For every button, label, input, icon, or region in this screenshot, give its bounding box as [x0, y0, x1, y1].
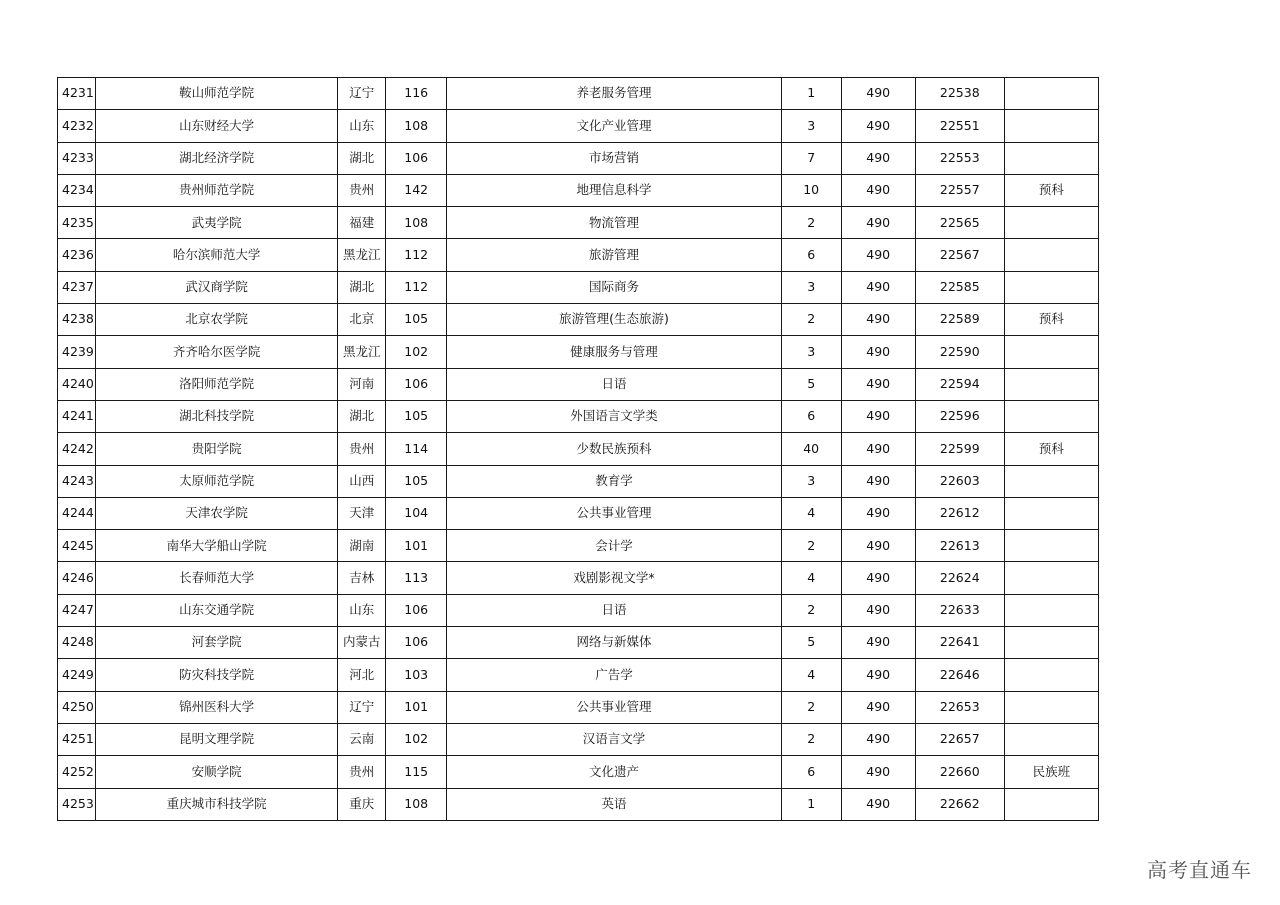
cell-province: 贵州	[338, 174, 386, 206]
cell-min-rank: 22551	[915, 110, 1004, 142]
cell-major-code: 112	[386, 271, 447, 303]
cell-province: 河南	[338, 368, 386, 400]
cell-major-name: 旅游管理(生态旅游)	[447, 304, 781, 336]
cell-plan-count: 6	[781, 239, 841, 271]
cell-major-name: 国际商务	[447, 271, 781, 303]
cell-major-code: 106	[386, 594, 447, 626]
cell-major-name: 文化遗产	[447, 756, 781, 788]
cell-province: 贵州	[338, 756, 386, 788]
cell-province: 湖南	[338, 530, 386, 562]
cell-min-rank: 22594	[915, 368, 1004, 400]
cell-plan-count: 4	[781, 497, 841, 529]
table-row	[58, 562, 1099, 594]
cell-province: 山西	[338, 465, 386, 497]
table-body	[58, 78, 1099, 821]
cell-plan-count: 40	[781, 433, 841, 465]
cell-min-rank: 22633	[915, 594, 1004, 626]
cell-note	[1004, 594, 1098, 626]
cell-province: 山东	[338, 110, 386, 142]
cell-province: 湖北	[338, 400, 386, 432]
cell-note	[1004, 497, 1098, 529]
table-row	[58, 207, 1099, 239]
cell-plan-count: 2	[781, 304, 841, 336]
cell-note	[1004, 691, 1098, 723]
cell-school-name: 武夷学院	[96, 207, 338, 239]
cell-plan-count: 3	[781, 271, 841, 303]
cell-plan-count: 2	[781, 691, 841, 723]
cell-plan-count: 1	[781, 788, 841, 820]
cell-major-code: 105	[386, 465, 447, 497]
cell-school-name: 北京农学院	[96, 304, 338, 336]
table-row	[58, 142, 1099, 174]
cell-note	[1004, 336, 1098, 368]
cell-province: 吉林	[338, 562, 386, 594]
cell-min-rank: 22565	[915, 207, 1004, 239]
cell-province: 辽宁	[338, 78, 386, 110]
cell-major-name: 戏剧影视文学*	[447, 562, 781, 594]
cell-row-number: 4235	[58, 207, 96, 239]
cell-major-code: 108	[386, 110, 447, 142]
cell-major-code: 102	[386, 336, 447, 368]
cell-school-name: 洛阳师范学院	[96, 368, 338, 400]
cell-major-name: 英语	[447, 788, 781, 820]
table-row	[58, 174, 1099, 206]
cell-min-score: 490	[841, 562, 915, 594]
cell-min-rank: 22599	[915, 433, 1004, 465]
table-row	[58, 723, 1099, 755]
cell-min-score: 490	[841, 304, 915, 336]
cell-note: 预科	[1004, 304, 1098, 336]
cell-school-name: 齐齐哈尔医学院	[96, 336, 338, 368]
cell-province: 天津	[338, 497, 386, 529]
cell-major-name: 公共事业管理	[447, 691, 781, 723]
table-row	[58, 433, 1099, 465]
cell-major-name: 日语	[447, 368, 781, 400]
cell-row-number: 4237	[58, 271, 96, 303]
cell-min-rank: 22585	[915, 271, 1004, 303]
cell-major-code: 102	[386, 723, 447, 755]
cell-min-score: 490	[841, 336, 915, 368]
cell-major-name: 少数民族预科	[447, 433, 781, 465]
cell-major-name: 汉语言文学	[447, 723, 781, 755]
cell-min-score: 490	[841, 788, 915, 820]
cell-plan-count: 2	[781, 594, 841, 626]
cell-school-name: 南华大学船山学院	[96, 530, 338, 562]
cell-major-code: 108	[386, 207, 447, 239]
cell-min-score: 490	[841, 368, 915, 400]
cell-min-rank: 22646	[915, 659, 1004, 691]
cell-major-code: 101	[386, 691, 447, 723]
table-row	[58, 627, 1099, 659]
cell-province: 黑龙江	[338, 239, 386, 271]
cell-province: 河北	[338, 659, 386, 691]
cell-province: 云南	[338, 723, 386, 755]
cell-major-name: 网络与新媒体	[447, 627, 781, 659]
cell-row-number: 4251	[58, 723, 96, 755]
cell-row-number: 4233	[58, 142, 96, 174]
cell-note: 民族班	[1004, 756, 1098, 788]
cell-note: 预科	[1004, 433, 1098, 465]
cell-min-rank: 22662	[915, 788, 1004, 820]
cell-school-name: 山东财经大学	[96, 110, 338, 142]
table-row	[58, 788, 1099, 820]
cell-min-score: 490	[841, 594, 915, 626]
cell-province: 山东	[338, 594, 386, 626]
cell-row-number: 4252	[58, 756, 96, 788]
table-row	[58, 756, 1099, 788]
cell-min-score: 490	[841, 239, 915, 271]
cell-major-code: 112	[386, 239, 447, 271]
cell-plan-count: 5	[781, 627, 841, 659]
cell-min-rank: 22653	[915, 691, 1004, 723]
cell-major-name: 外国语言文学类	[447, 400, 781, 432]
cell-major-name: 市场营销	[447, 142, 781, 174]
cell-min-score: 490	[841, 530, 915, 562]
table-row	[58, 368, 1099, 400]
cell-note	[1004, 142, 1098, 174]
cell-major-name: 养老服务管理	[447, 78, 781, 110]
watermark-text: 高考直通车	[1147, 858, 1252, 882]
cell-min-score: 490	[841, 465, 915, 497]
table-row	[58, 530, 1099, 562]
cell-min-score: 490	[841, 659, 915, 691]
cell-min-score: 490	[841, 271, 915, 303]
cell-major-code: 106	[386, 142, 447, 174]
cell-note	[1004, 627, 1098, 659]
cell-school-name: 长春师范大学	[96, 562, 338, 594]
cell-school-name: 锦州医科大学	[96, 691, 338, 723]
cell-school-name: 鞍山师范学院	[96, 78, 338, 110]
cell-row-number: 4242	[58, 433, 96, 465]
table-row	[58, 78, 1099, 110]
cell-major-name: 文化产业管理	[447, 110, 781, 142]
cell-row-number: 4253	[58, 788, 96, 820]
cell-school-name: 防灾科技学院	[96, 659, 338, 691]
cell-note	[1004, 562, 1098, 594]
cell-min-rank: 22589	[915, 304, 1004, 336]
cell-row-number: 4247	[58, 594, 96, 626]
cell-plan-count: 5	[781, 368, 841, 400]
cell-school-name: 天津农学院	[96, 497, 338, 529]
cell-row-number: 4238	[58, 304, 96, 336]
cell-row-number: 4248	[58, 627, 96, 659]
cell-province: 福建	[338, 207, 386, 239]
cell-major-code: 105	[386, 304, 447, 336]
cell-province: 内蒙古	[338, 627, 386, 659]
cell-major-code: 106	[386, 368, 447, 400]
cell-major-name: 教育学	[447, 465, 781, 497]
cell-row-number: 4244	[58, 497, 96, 529]
table-row	[58, 659, 1099, 691]
cell-min-score: 490	[841, 627, 915, 659]
cell-major-name: 日语	[447, 594, 781, 626]
cell-row-number: 4249	[58, 659, 96, 691]
cell-min-rank: 22641	[915, 627, 1004, 659]
cell-major-name: 会计学	[447, 530, 781, 562]
table-row	[58, 239, 1099, 271]
cell-major-name: 物流管理	[447, 207, 781, 239]
cell-note	[1004, 368, 1098, 400]
cell-plan-count: 4	[781, 562, 841, 594]
cell-major-code: 115	[386, 756, 447, 788]
cell-major-code: 103	[386, 659, 447, 691]
cell-school-name: 河套学院	[96, 627, 338, 659]
cell-school-name: 安顺学院	[96, 756, 338, 788]
cell-plan-count: 7	[781, 142, 841, 174]
cell-note	[1004, 723, 1098, 755]
cell-major-name: 地理信息科学	[447, 174, 781, 206]
cell-province: 黑龙江	[338, 336, 386, 368]
cell-row-number: 4240	[58, 368, 96, 400]
cell-min-score: 490	[841, 207, 915, 239]
cell-note	[1004, 465, 1098, 497]
cell-min-rank: 22613	[915, 530, 1004, 562]
cell-min-rank: 22603	[915, 465, 1004, 497]
cell-school-name: 武汉商学院	[96, 271, 338, 303]
cell-plan-count: 3	[781, 465, 841, 497]
cell-school-name: 山东交通学院	[96, 594, 338, 626]
cell-major-name: 旅游管理	[447, 239, 781, 271]
cell-min-rank: 22612	[915, 497, 1004, 529]
cell-major-code: 104	[386, 497, 447, 529]
cell-row-number: 4246	[58, 562, 96, 594]
cell-province: 北京	[338, 304, 386, 336]
cell-min-rank: 22553	[915, 142, 1004, 174]
admission-table	[57, 77, 1099, 821]
cell-min-rank: 22596	[915, 400, 1004, 432]
cell-school-name: 太原师范学院	[96, 465, 338, 497]
cell-row-number: 4250	[58, 691, 96, 723]
cell-school-name: 贵州师范学院	[96, 174, 338, 206]
cell-major-code: 106	[386, 627, 447, 659]
cell-note	[1004, 239, 1098, 271]
cell-school-name: 哈尔滨师范大学	[96, 239, 338, 271]
cell-min-rank: 22557	[915, 174, 1004, 206]
table-row	[58, 691, 1099, 723]
cell-school-name: 贵阳学院	[96, 433, 338, 465]
cell-note	[1004, 78, 1098, 110]
cell-note: 预科	[1004, 174, 1098, 206]
cell-min-rank: 22660	[915, 756, 1004, 788]
cell-plan-count: 2	[781, 207, 841, 239]
cell-note	[1004, 659, 1098, 691]
cell-row-number: 4239	[58, 336, 96, 368]
cell-min-rank: 22657	[915, 723, 1004, 755]
table-row	[58, 304, 1099, 336]
cell-school-name: 重庆城市科技学院	[96, 788, 338, 820]
cell-province: 贵州	[338, 433, 386, 465]
cell-school-name: 昆明文理学院	[96, 723, 338, 755]
table-row	[58, 465, 1099, 497]
cell-major-name: 公共事业管理	[447, 497, 781, 529]
cell-min-score: 490	[841, 756, 915, 788]
cell-plan-count: 3	[781, 110, 841, 142]
cell-note	[1004, 400, 1098, 432]
cell-province: 重庆	[338, 788, 386, 820]
cell-min-score: 490	[841, 110, 915, 142]
cell-plan-count: 4	[781, 659, 841, 691]
cell-row-number: 4236	[58, 239, 96, 271]
cell-major-name: 健康服务与管理	[447, 336, 781, 368]
cell-major-code: 108	[386, 788, 447, 820]
table-row	[58, 400, 1099, 432]
table-row	[58, 336, 1099, 368]
cell-min-rank: 22590	[915, 336, 1004, 368]
cell-min-score: 490	[841, 723, 915, 755]
cell-plan-count: 3	[781, 336, 841, 368]
cell-major-code: 101	[386, 530, 447, 562]
cell-note	[1004, 207, 1098, 239]
cell-school-name: 湖北科技学院	[96, 400, 338, 432]
cell-major-code: 116	[386, 78, 447, 110]
cell-min-score: 490	[841, 174, 915, 206]
cell-province: 辽宁	[338, 691, 386, 723]
cell-note	[1004, 271, 1098, 303]
table-row	[58, 497, 1099, 529]
cell-school-name: 湖北经济学院	[96, 142, 338, 174]
table-row	[58, 271, 1099, 303]
cell-note	[1004, 110, 1098, 142]
cell-row-number: 4234	[58, 174, 96, 206]
cell-province: 湖北	[338, 271, 386, 303]
cell-plan-count: 6	[781, 400, 841, 432]
cell-row-number: 4232	[58, 110, 96, 142]
cell-min-rank: 22538	[915, 78, 1004, 110]
cell-plan-count: 2	[781, 723, 841, 755]
cell-min-score: 490	[841, 497, 915, 529]
cell-row-number: 4231	[58, 78, 96, 110]
cell-note	[1004, 530, 1098, 562]
cell-min-rank: 22567	[915, 239, 1004, 271]
cell-min-score: 490	[841, 433, 915, 465]
cell-row-number: 4241	[58, 400, 96, 432]
cell-min-score: 490	[841, 691, 915, 723]
cell-major-code: 113	[386, 562, 447, 594]
cell-min-score: 490	[841, 78, 915, 110]
cell-min-score: 490	[841, 142, 915, 174]
cell-plan-count: 2	[781, 530, 841, 562]
cell-major-code: 142	[386, 174, 447, 206]
cell-major-code: 105	[386, 400, 447, 432]
cell-major-name: 广告学	[447, 659, 781, 691]
cell-plan-count: 6	[781, 756, 841, 788]
cell-row-number: 4245	[58, 530, 96, 562]
cell-min-score: 490	[841, 400, 915, 432]
table-row	[58, 110, 1099, 142]
cell-plan-count: 1	[781, 78, 841, 110]
cell-row-number: 4243	[58, 465, 96, 497]
cell-plan-count: 10	[781, 174, 841, 206]
admission-table-container	[57, 77, 1099, 821]
table-row	[58, 594, 1099, 626]
cell-major-code: 114	[386, 433, 447, 465]
cell-min-rank: 22624	[915, 562, 1004, 594]
cell-note	[1004, 788, 1098, 820]
cell-province: 湖北	[338, 142, 386, 174]
